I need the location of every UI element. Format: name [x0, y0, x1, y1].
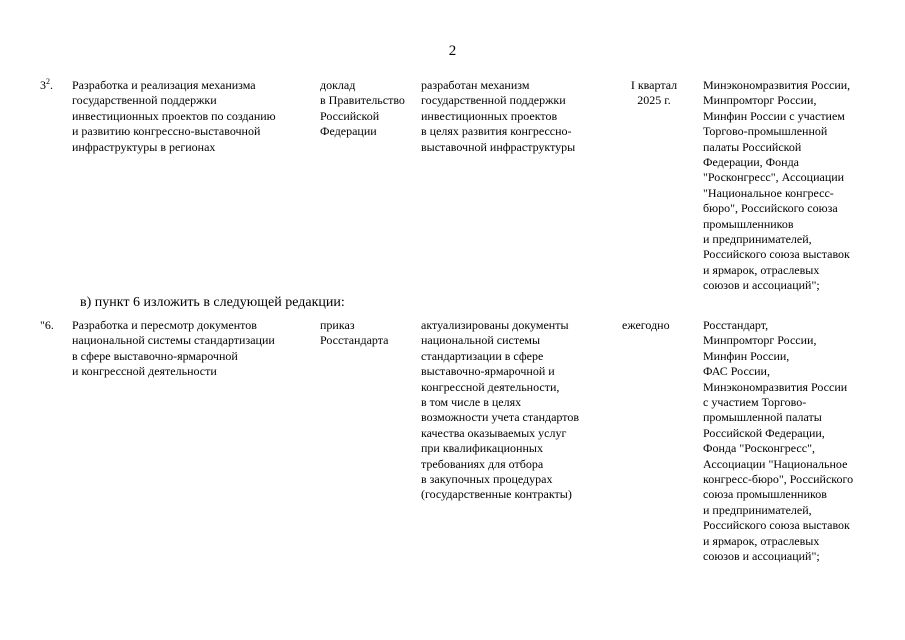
page-number: 2 [448, 43, 457, 59]
measure-title: Разработка и пересмотр документов национальной системы стандартизации в сфере выставочно-ярмарочной и конгрессной деятельности [72, 318, 275, 379]
row-number-suffix: . [50, 78, 53, 92]
expected-result: актуализированы документы национальной системы стандартизации в сфере выставочно-ярмарочной и конгрессной деятельности, в том числе в целях возможности учета стандартов качества оказываемых услуг при квалификационных требованиях для отбора в закупочных процедурах (государственные контракты) [421, 318, 580, 502]
responsible-executors: Минэкономразвития России, Минпромторг России, Минфин России с участием Торгово-промышленной палаты Российской Федерации, Фонда "Росконгресс", Ассоциации "Национальное конгресс- бюро", Российского союза промышленников и предпринимателей, Российского союза выставок и ярмарок, отраслевых союзов и ассоциаций"; [703, 78, 851, 293]
row-number [40, 78, 53, 93]
deadline: ежегодно [622, 318, 670, 332]
expected-result: разработан механизм государственной поддержки инвестиционных проектов в целях развития конгрессно- выставочной инфраструктуры [421, 78, 576, 154]
deadline: I квартал 2025 г. [630, 78, 678, 108]
section-heading: в) пункт 6 изложить в следующей редакции: [80, 295, 345, 310]
document-type: доклад в Правительство Российской Федерации [320, 78, 405, 139]
measure-title: Разработка и реализация механизма государственной поддержки инвестиционных проектов по созданию и развитию конгрессно-выставочной инфраструктуры в регионах [72, 78, 276, 154]
row-number: "6. [40, 318, 54, 332]
document-type: приказ Росстандарта [320, 318, 389, 348]
row-number-superscript: 2 [46, 77, 50, 86]
responsible-executors: Росстандарт, Минпромторг России, Минфин России, ФАС России, Минэкономразвития России с участием Торгово- промышленной палаты Российской Федерации, Фонда "Росконгресс", Ассоциации "Национальное конгресс-бюро", Российского союза промышленников и предпринимателей, Российского союза выставок и ярмарок, отраслевых союзов и ассоциаций"; [703, 318, 854, 564]
row-number-base: 3 [40, 78, 46, 92]
